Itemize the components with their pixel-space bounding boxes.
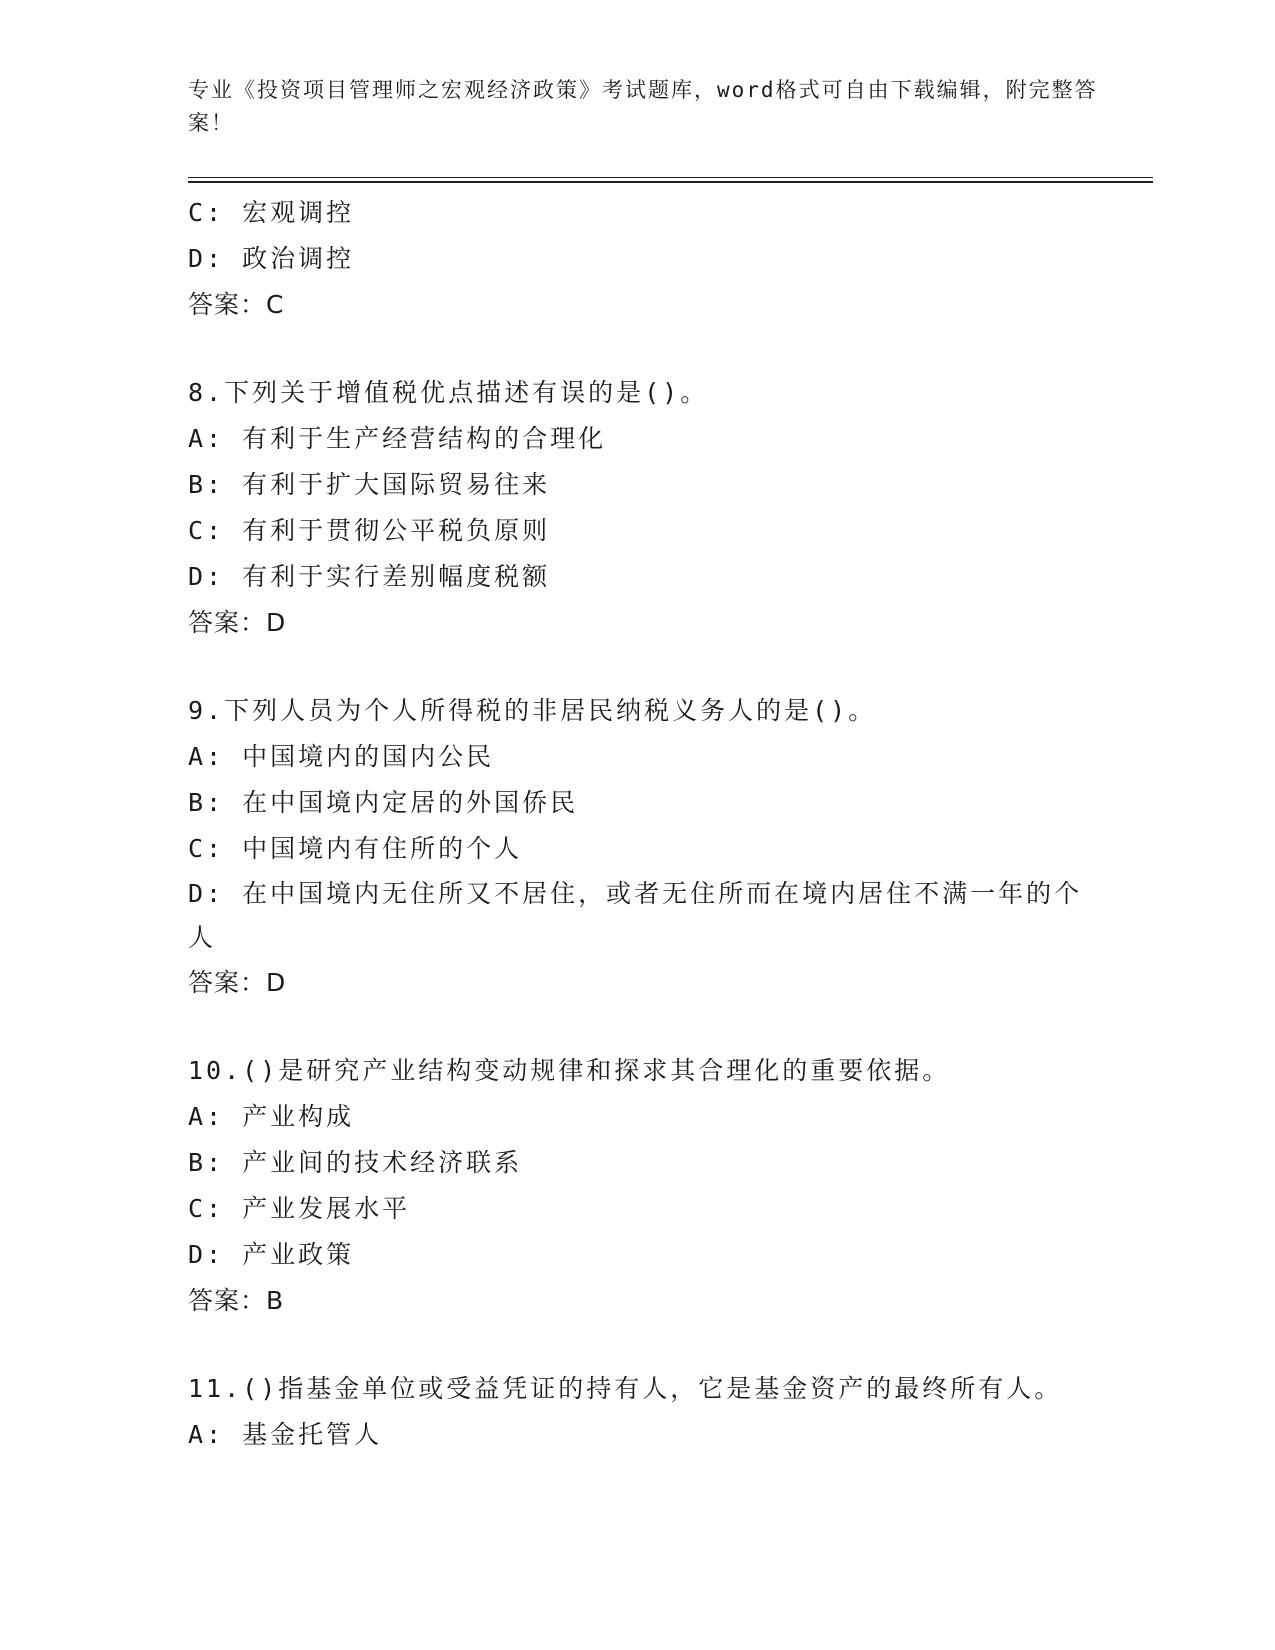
header-divider-thin xyxy=(188,177,1153,178)
question-block-11 xyxy=(188,1366,1088,1458)
option-b: B: 产业间的技术经济联系 xyxy=(188,1148,523,1177)
header-divider-thick xyxy=(188,181,1153,183)
option-a: A: 有利于生产经营结构的合理化 xyxy=(188,424,607,453)
answer-line: 答案：D xyxy=(188,968,287,997)
option-d: D: 产业政策 xyxy=(188,1240,355,1269)
answer-line: 答案：D xyxy=(188,608,287,637)
option-c: C: 中国境内有住所的个人 xyxy=(188,834,523,863)
question-stem: 9.下列人员为个人所得税的非居民纳税义务人的是()。 xyxy=(188,696,877,725)
question-block-previous xyxy=(188,190,1088,328)
option-d: D: 在中国境内无住所又不居住，或者无住所而在境内居住不满一年的个人 xyxy=(188,879,1083,952)
option-c: C: 产业发展水平 xyxy=(188,1194,411,1223)
option-d: D: 有利于实行差别幅度税额 xyxy=(188,562,551,591)
question-content xyxy=(188,190,1088,1458)
option-b: B: 有利于扩大国际贸易往来 xyxy=(188,470,551,499)
option-c: C: 有利于贯彻公平税负原则 xyxy=(188,516,551,545)
document-header: 专业《投资项目管理师之宏观经济政策》考试题库，word格式可自由下载编辑，附完整答案！ xyxy=(188,78,1098,135)
option-d: D: 政治调控 xyxy=(188,244,355,273)
option-a: A: 产业构成 xyxy=(188,1102,355,1131)
question-block-8 xyxy=(188,370,1088,646)
question-block-10 xyxy=(188,1048,1088,1324)
option-b: B: 在中国境内定居的外国侨民 xyxy=(188,788,579,817)
option-a: A: 基金托管人 xyxy=(188,1420,383,1449)
question-stem: 10.()是研究产业结构变动规律和探求其合理化的重要依据。 xyxy=(188,1056,951,1085)
question-stem: 8.下列关于增值税优点描述有误的是()。 xyxy=(188,378,709,407)
spacer xyxy=(188,328,1088,370)
answer-line: 答案：C xyxy=(188,290,285,319)
spacer xyxy=(188,1324,1088,1366)
answer-line: 答案：B xyxy=(188,1286,285,1315)
option-a: A: 中国境内的国内公民 xyxy=(188,742,495,771)
option-c: C: 宏观调控 xyxy=(188,198,355,227)
question-block-9 xyxy=(188,688,1088,1006)
spacer xyxy=(188,1006,1088,1048)
spacer xyxy=(188,646,1088,688)
question-stem: 11.()指基金单位或受益凭证的持有人，它是基金资产的最终所有人。 xyxy=(188,1374,1063,1403)
